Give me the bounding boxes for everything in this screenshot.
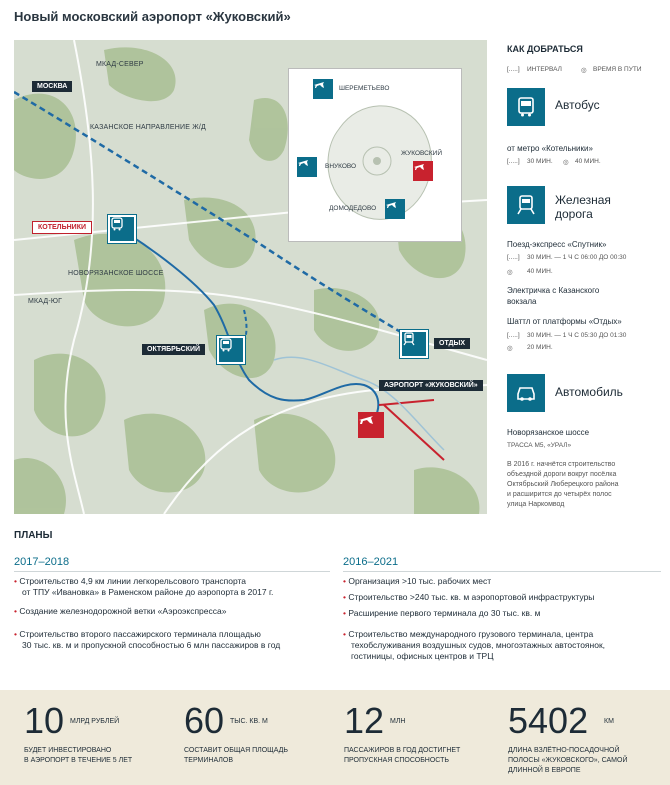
inset-zhukovsky-icon: [413, 161, 433, 181]
map[interactable]: [14, 40, 487, 514]
plans-right-item: • Строительство международного грузового терминала, центра: [343, 629, 594, 639]
stat-desc: БУДЕТ ИНВЕСТИРОВАНО: [24, 747, 112, 754]
inset-label-zhukovsky: ЖУКОВСКИЙ: [401, 150, 442, 157]
inset-label-sheremetyevo: ШЕРЕМЕТЬЕВО: [339, 85, 390, 92]
stat-unit: МЛН: [390, 718, 406, 725]
rail-shuttle-interval-icon: [.....]: [507, 332, 520, 339]
plans-right-item: • Организация >10 тыс. рабочих мест: [343, 576, 492, 586]
plans-left-item: от ТПУ «Ивановка» в Раменском районе до аэропорта в 2017 г.: [22, 587, 274, 597]
stat-desc: В АЭРОПОРТ В ТЕЧЕНИЕ 5 ЛЕТ: [24, 757, 133, 764]
plans-left-item: • Создание железнодорожной ветки «Аэроэкспресса»: [14, 606, 227, 616]
stat-value: 10: [24, 700, 65, 741]
car-note-5: улица Наркомвод: [507, 501, 565, 508]
stat-value: 5402: [508, 700, 589, 741]
plane-icon: [358, 412, 374, 428]
stat-unit: ТЫС. КВ. М: [230, 718, 268, 725]
rail-shuttle: Шаттл от платформы «Отдых»: [507, 317, 622, 326]
plane-icon: [297, 157, 309, 169]
bus-from: от метро «Котельники»: [507, 144, 593, 153]
car-note-1: В 2016 г. начнётся строительство: [507, 461, 616, 468]
bus-time-icon: ◎: [563, 159, 569, 166]
car-icon: [515, 382, 537, 404]
inset-label-vnukovo: ВНУКОВО: [325, 163, 357, 170]
car-note-4: и расширится до четырёх полос: [507, 491, 612, 498]
plane-icon: [313, 79, 325, 91]
plans-right-item: • Расширение первого терминала до 30 тыс. кв. м: [343, 608, 541, 618]
rail-sputnik-time: 40 МИН.: [527, 268, 553, 275]
label-kotelniki: КОТЕЛЬНИКИ: [32, 221, 92, 234]
car-note-3: Октябрьский Люберецкого района: [507, 481, 619, 488]
rail-sputnik-time-icon: ◎: [507, 269, 513, 276]
stat-value: 12: [344, 700, 385, 741]
car-road: Новорязанское шоссе: [507, 428, 590, 437]
bus-icon: [110, 217, 124, 231]
car-note-2: объездной дороги вокруг посёлка: [507, 471, 617, 478]
label-mkad-north: МКАД-СЕВЕР: [96, 61, 144, 68]
bus-station-icon[interactable]: [108, 215, 136, 243]
label-oktyabrsky: ОКТЯБРЬСКИЙ: [142, 344, 205, 355]
rail-local-1: Электричка с Казанского: [507, 286, 600, 295]
rail-local-2: вокзала: [507, 297, 537, 306]
how-to-get-panel: [507, 40, 662, 510]
bus-title: Автобус: [555, 98, 600, 112]
inset-domodedovo-icon: [385, 199, 405, 219]
stats-band: [0, 690, 670, 785]
plans-left-divider: [14, 571, 330, 572]
plans-right-item: гостиницы, офисных центров и ТРЦ: [351, 651, 494, 661]
rail-sputnik-interval: 30 МИН. — 1 Ч С 06:00 ДО 00:30: [527, 254, 627, 261]
stat-unit: КМ: [604, 718, 614, 725]
plans-left-item: • Строительство 4,9 км линии легкорельсового транспорта: [14, 576, 247, 586]
plane-icon: [413, 161, 425, 173]
label-mkad-south: МКАД-ЮГ: [28, 298, 63, 305]
rail-sputnik: Поезд-экспресс «Спутник»: [507, 240, 607, 249]
bus-time: 40 МИН.: [575, 158, 601, 165]
inset-label-domodedovo: ДОМОДЕДОВО: [329, 205, 377, 212]
rail-shuttle-time-icon: ◎: [507, 345, 513, 352]
train-icon: [402, 332, 416, 346]
plans-right-divider: [343, 571, 661, 572]
rail-sputnik-interval-icon: [.....]: [507, 254, 520, 261]
sidebar-heading: КАК ДОБРАТЬСЯ: [507, 44, 583, 54]
bus-interval: 30 МИН.: [527, 158, 553, 165]
otdykh-station-icon[interactable]: [400, 330, 428, 358]
inset-vnukovo-icon: [297, 157, 317, 177]
bus-mode-icon: [507, 88, 545, 126]
bus-icon: [515, 96, 537, 118]
plans-right-item: • Строительство >240 тыс. кв. м аэропортовой инфраструктуры: [343, 592, 595, 602]
rail-title-1: Железная: [555, 193, 611, 207]
legend-interval-icon: [.....]: [507, 66, 520, 73]
train-icon: [515, 194, 537, 216]
stat-value: 60: [184, 700, 225, 741]
stat-desc: ДЛИННОЙ В ЕВРОПЕ: [508, 767, 581, 774]
inset-sheremetyevo-icon: [313, 79, 333, 99]
bus-icon: [219, 338, 233, 352]
oktyabrsky-station-icon[interactable]: [217, 336, 245, 364]
label-moscow: МОСКВА: [32, 81, 72, 92]
car-mode-icon: [507, 374, 545, 412]
plans-left-item: 30 тыс. кв. м и пропускной способностью 6 млн пассажиров в год: [22, 640, 281, 650]
legend-time-icon: ◎: [581, 67, 587, 74]
rail-title-2: дорога: [555, 207, 593, 221]
inset-map: [288, 68, 462, 242]
page-title: Новый московский аэропорт «Жуковский»: [14, 9, 291, 24]
stat-desc: ПРОПУСКНАЯ СПОСОБНОСТЬ: [344, 757, 449, 764]
stat-desc: ТЕРМИНАЛОВ: [184, 757, 233, 764]
rail-shuttle-time: 20 МИН.: [527, 344, 553, 351]
zhukovsky-airport-icon[interactable]: [358, 412, 384, 438]
stat-desc: ПОЛОСЫ «ЖУКОВСКОГО», САМОЙ: [508, 757, 628, 764]
plans-right-item: техобслуживания воздушных судов, многоэтажных автостоянок,: [351, 640, 606, 650]
label-kazan-line: КАЗАНСКОЕ НАПРАВЛЕНИЕ Ж/Д: [90, 124, 206, 131]
label-otdykh: ОТДЫХ: [434, 338, 470, 349]
plans-left-period: 2017–2018: [14, 556, 70, 568]
plans-right-period: 2016–2021: [343, 556, 399, 568]
rail-shuttle-interval: 30 МИН. — 1 Ч С 05:30 ДО 01:30: [527, 332, 627, 339]
legend-time: ВРЕМЯ В ПУТИ: [593, 66, 642, 73]
car-title: Автомобиль: [555, 385, 623, 399]
plans-left-item: • Строительство второго пассажирского терминала площадью: [14, 629, 261, 639]
rail-mode-icon: [507, 186, 545, 224]
label-zhukovsky-airport: АЭРОПОРТ «ЖУКОВСКИЙ»: [379, 380, 483, 391]
stat-desc: ДЛИНА ВЗЛЁТНО-ПОСАДОЧНОЙ: [508, 747, 620, 754]
bus-interval-icon: [.....]: [507, 158, 520, 165]
stat-desc: СОСТАВИТ ОБЩАЯ ПЛОЩАДЬ: [184, 747, 288, 754]
plane-icon: [385, 199, 397, 211]
stat-desc: ПАССАЖИРОВ В ГОД ДОСТИГНЕТ: [344, 747, 461, 754]
car-route: ТРАССА М5, «УРАЛ»: [507, 442, 572, 449]
plans-heading: ПЛАНЫ: [14, 530, 53, 541]
legend-interval: ИНТЕРВАЛ: [527, 66, 562, 73]
label-novoryaz: НОВОРЯЗАНСКОЕ ШОССЕ: [68, 270, 164, 277]
stat-unit: МЛРД РУБЛЕЙ: [70, 718, 120, 725]
